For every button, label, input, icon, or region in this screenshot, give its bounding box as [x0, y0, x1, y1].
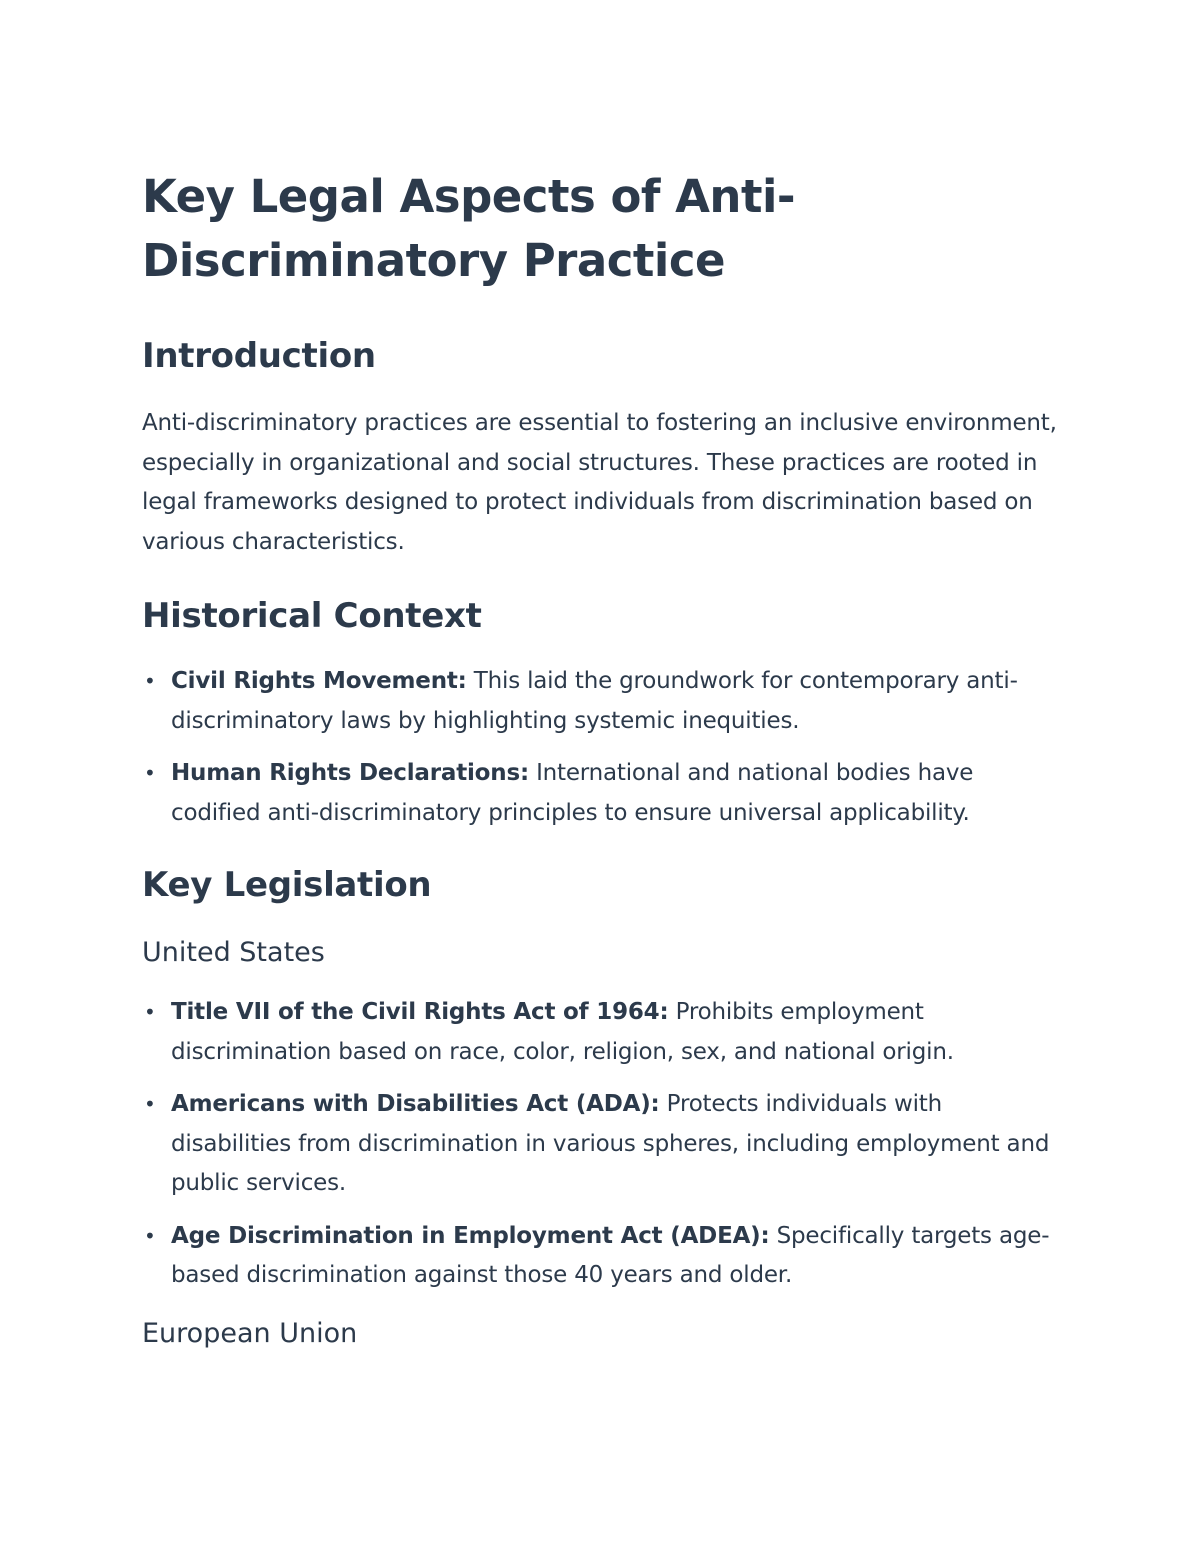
list-item-term: Age Discrimination in Employment Act (ADEA):	[171, 1222, 770, 1249]
bullet-icon: •	[144, 1092, 156, 1116]
list-item-term: Title VII of the Civil Rights Act of 1964:	[171, 999, 669, 1025]
list-item-term: Human Rights Declarations:	[171, 760, 529, 786]
list-item-text: Specifically targets age-based discrimination against those 40 years and older.	[171, 1222, 1050, 1288]
list-item-term: Civil Rights Movement:	[171, 668, 467, 694]
list-item-text: International and national bodies have codified anti-discriminatory principles to ensure universal applicability.	[171, 760, 974, 826]
document-title: Key Legal Aspects of Anti-Discriminatory Practice	[142, 170, 796, 287]
subsection-heading-european-union: European Union	[142, 1317, 358, 1349]
list-item	[142, 1085, 1062, 1204]
bullet-icon: •	[144, 669, 156, 693]
list-item	[142, 662, 1062, 741]
bullet-icon: •	[144, 761, 156, 785]
bullet-icon: •	[144, 1000, 156, 1024]
list-item	[142, 993, 1062, 1072]
list-item	[142, 1217, 1062, 1296]
list-item-text: This laid the groundwork for contemporary anti-discriminatory laws by highlighting systemic inequities.	[171, 668, 1018, 734]
united-states-legislation-list	[142, 993, 1062, 1296]
historical-context-list	[142, 662, 1062, 833]
list-item-term: Americans with Disabilities Act (ADA):	[171, 1091, 660, 1117]
bullet-icon: •	[144, 1223, 156, 1248]
introduction-paragraph: Anti-discriminatory practices are essential to fostering an inclusive environment, especially in organizational and social structures. These practices are rooted in legal frameworks designed to protect individuals from discrimination based on various characteristics.	[142, 410, 1057, 555]
section-heading-key-legislation: Key Legislation	[142, 865, 432, 905]
list-item-text: Prohibits employment discrimination based on race, color, religion, sex, and national origin.	[171, 999, 954, 1065]
list-item-text: Protects individuals with disabilities from discrimination in various spheres, including employment and public services.	[171, 1091, 1050, 1196]
section-heading-historical-context: Historical Context	[142, 596, 482, 636]
section-heading-introduction: Introduction	[142, 336, 376, 376]
list-item	[142, 754, 1062, 833]
document-page	[142, 165, 1062, 1352]
subsection-heading-united-states: United States	[142, 937, 325, 968]
